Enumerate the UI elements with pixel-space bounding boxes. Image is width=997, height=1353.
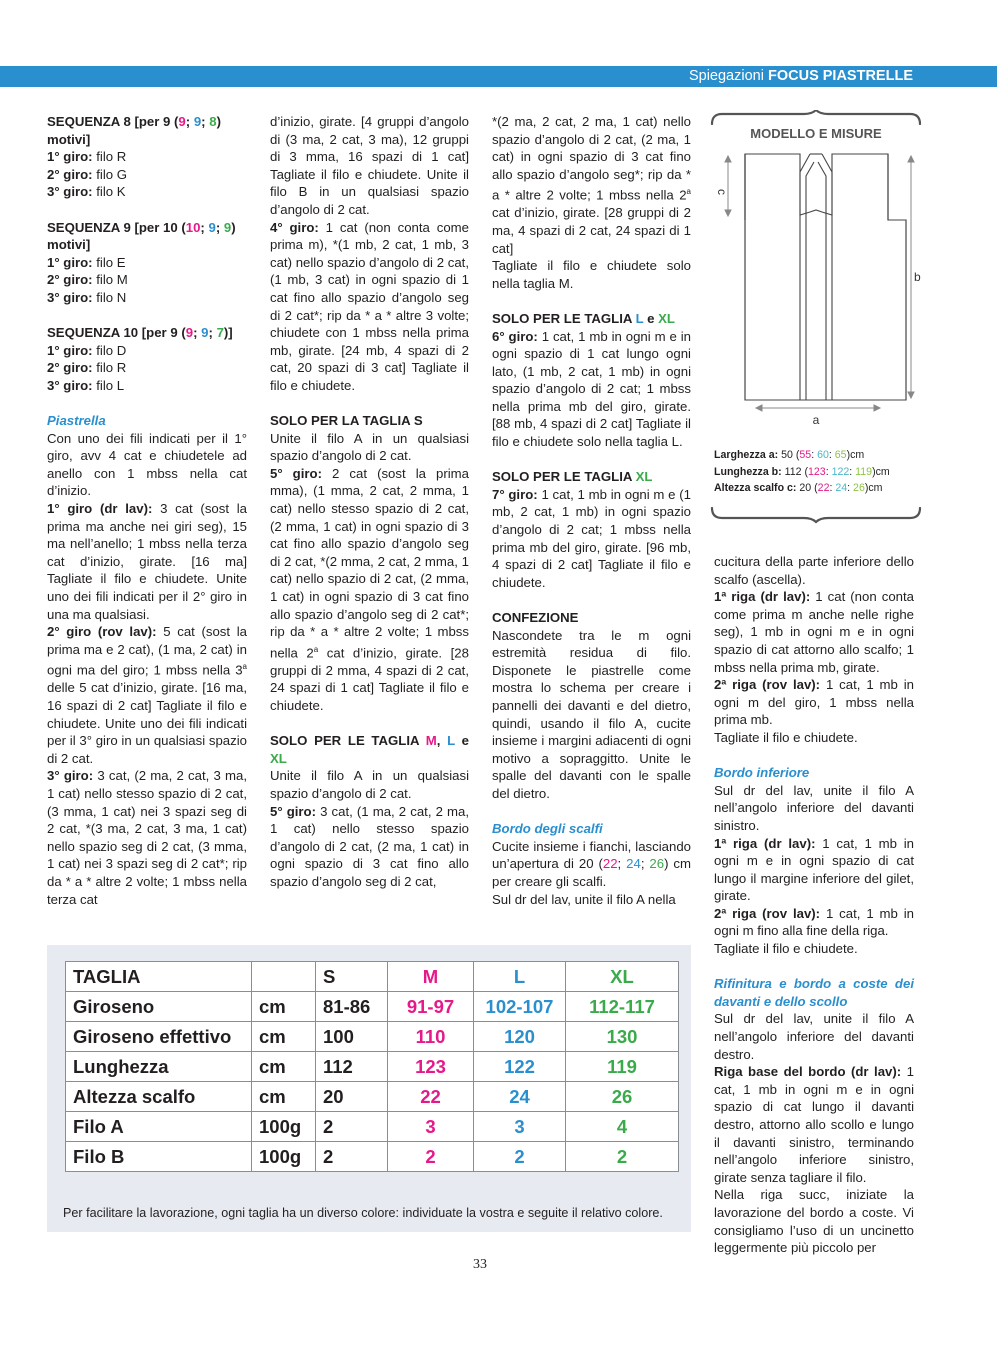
seq8-row1: 1° giro: filo R xyxy=(47,149,127,165)
taglia-s-title: SOLO PER LA TAGLIA S xyxy=(270,413,423,429)
table-cell: 81-86 xyxy=(316,992,388,1022)
piastrella-intro: Con uno dei fili indicati per il 1° giro, avv 4 cat e chiudetele ad anello con 1 mbss nella cat d’inizio. xyxy=(47,430,247,499)
giro-6: 6° giro: 1 cat, 1 mb in ogni m e in ogni spazio di 1 cat lungo ogni lato, (1 mb, 2 cat, 1 mb) in ogni spazio d’angolo di 2 cat; 1 mbss nella prima mb del giro, girate. [88 mb, 4 spazi di 2 cat] Tagliate il filo e chiudete solo nella taglia L. xyxy=(492,328,691,450)
header-band xyxy=(0,66,997,87)
bordo-scalfi-text: Cucite insieme i fianchi, lasciando un’apertura di 20 (22; 24; 26) cm per creare gli scalfi. xyxy=(492,838,692,889)
table-row xyxy=(66,1022,679,1052)
confezione-title: CONFEZIONE xyxy=(492,610,579,626)
scalfo-riga-1: 1ª riga (dr lav): 1 cat (non conta come prima m anche nelle righe seg), 1 mb in ogni m e in ogni spazio di cat attorno allo scalfo; 1 mbss nella prima mb, girate. xyxy=(714,589,914,675)
table-cell: Filo B xyxy=(66,1142,252,1172)
taglia-s-text: Unite il filo A in un qualsiasi spazio d’angolo di 2 cat. xyxy=(270,430,469,464)
label-c: c xyxy=(715,189,729,195)
table-cell: 3 xyxy=(388,1112,474,1142)
table-cell: Altezza scalfo xyxy=(66,1082,252,1112)
seq9-row3: 3° giro: filo N xyxy=(47,289,127,305)
taglia-mlxl-giro-5: 5° giro: 3 cat, (1 ma, 2 cat, 2 ma, 1 cat) nello stesso spazio d’angolo di 2 cat, (2 ma, 1 cat) in ogni spazio di 3 cat fino allo spazio d’angolo seg di 2 cat, xyxy=(270,803,470,889)
table-cell: 2 xyxy=(566,1142,679,1172)
table-cell: 119 xyxy=(566,1052,679,1082)
taglia-xl-title: SOLO PER LE TAGLIA XL xyxy=(492,469,653,485)
rifinitura-text: Sul dr del lav, unite il filo A nell’angolo inferiore del davanti destro. xyxy=(714,1011,914,1062)
table-header-cell: XL xyxy=(566,962,679,992)
column-2 xyxy=(270,113,469,891)
bordo-scalfi-text-2: Sul dr del lav, unite il filo A nella xyxy=(492,891,676,907)
table-row xyxy=(66,1112,679,1142)
table-cell: 123 xyxy=(388,1052,474,1082)
bordo-scalfi-title: Bordo degli scalfi xyxy=(492,821,603,837)
table-cell: 3 xyxy=(474,1112,566,1142)
table-header-cell: S xyxy=(316,962,388,992)
column-3 xyxy=(492,113,691,908)
table-cell: 112 xyxy=(316,1052,388,1082)
table-cell: 100g xyxy=(252,1112,316,1142)
seq9-row2: 2° giro: filo M xyxy=(47,272,128,288)
table-cell: Lunghezza xyxy=(66,1052,252,1082)
size-table-box xyxy=(47,945,691,1232)
table-cell: 120 xyxy=(474,1022,566,1052)
label-a: a xyxy=(812,413,820,427)
giro-3: 3° giro: 3 cat, (2 ma, 2 cat, 3 ma, 1 cat) nello stesso spazio di 2 cat, (3 mma, 1 cat) nei 3 spazi seg di 2 cat, *(3 ma, 2 cat, 3 ma, 1 cat) nello spazio seg di 2 cat, (3 mma, 1 cat) nei 3 spazi seg di 2 cat*; rip da * a * altre 2 volte; 1 mbss nella terza cat xyxy=(47,768,248,907)
table-header-cell: L xyxy=(474,962,566,992)
bottom-brace xyxy=(712,508,920,522)
column-1 xyxy=(47,113,247,908)
rifinitura-title: Rifinitura e bordo a coste dei davanti e dello scollo xyxy=(714,976,914,1009)
header-focus: FOCUS PIASTRELLE xyxy=(767,68,913,84)
bordo-inferiore-riga-2: 2ª riga (rov lav): 1 cat, 1 mb in ogni m fino alla fine della riga. xyxy=(714,905,914,939)
table-cell: cm xyxy=(252,1082,316,1112)
table-cell: 2 xyxy=(316,1112,388,1142)
table-cell: 2 xyxy=(474,1142,566,1172)
table-cell: 24 xyxy=(474,1082,566,1112)
seq10-row3: 3° giro: filo L xyxy=(47,377,125,393)
table-cell: Giroseno effettivo xyxy=(66,1022,252,1052)
scalfo-end: Tagliate il filo e chiudete. xyxy=(714,729,858,745)
table-cell: 122 xyxy=(474,1052,566,1082)
table-header-cell: M xyxy=(388,962,474,992)
confezione-text: Nascondete tra le m ogni estremità residua di filo. Disponete le piastrelle come mostra lo schema per creare i pannelli dei davanti e del dietro, quindi, usando il filo A, cucite insieme i margini adiacenti di ogni motivo a sopraggitto. Unite le spalle del davanti con le spalle del dietro. xyxy=(492,627,691,801)
table-cell: 100g xyxy=(252,1142,316,1172)
table-cell: Giroseno xyxy=(66,992,252,1022)
table-cell: 2 xyxy=(316,1142,388,1172)
table-cell: 102-107 xyxy=(474,992,566,1022)
header-section: Spiegazioni xyxy=(688,68,764,84)
piastrella-title: Piastrella xyxy=(47,413,106,429)
diagram-title: MODELLO E MISURE xyxy=(750,126,882,141)
giro-4: 4° giro: 1 cat (non conta come prima m), *(1 mb, 2 cat, 1 mb, 3 cat) nello spazio d’angolo di 2 cat, (1 mb, 3 cat) in ogni spazio di 1 cat fino allo spazio d’angolo seg di 2 cat*; rip da * a * altre 3 volte; chiudete con 1 mbss nella prima mb, girate. [24 mb, 4 spazi di 2 cat, 20 spazi di 3 cat] Tagliate il filo e chiudete. xyxy=(270,219,469,393)
label-b: b xyxy=(914,270,921,284)
table-cell: 91-97 xyxy=(388,992,474,1022)
column-4 xyxy=(714,553,914,1257)
seq8-row2: 2° giro: filo G xyxy=(47,166,128,182)
seq8-title: SEQUENZA 8 [per 9 (9; 9; 8) motivi] xyxy=(47,114,221,147)
giro-1: 1° giro (dr lav): 3 cat (sost la prima ma anche nei giri seg), 15 ma nell’anello; 1 mbss nella terza cat d’inizio, girate. [16 ma] Tagliate il filo e chiudete. Unite uno dei fili indicati per il 2° giro in una ma qualsiasi. xyxy=(47,501,247,622)
bordo-inferiore-riga-1: 1ª riga (dr lav): 1 cat, 1 mb in ogni m e in ogni spazio di cat lungo il margine inferiore del gilet, girate. xyxy=(714,835,914,904)
table-cell: cm xyxy=(252,992,316,1022)
table-note: Per facilitare la lavorazione, ogni taglia ha un diverso colore: individuate la vostra e seguite il relativo colore. xyxy=(63,1206,663,1220)
taglia-mlxl-text: Unite il filo A in un qualsiasi spazio d’angolo di 2 cat. xyxy=(270,768,469,801)
table-cell: 26 xyxy=(566,1082,679,1112)
measure-c: Altezza scalfo c: 20 (22: 24: 26)cm xyxy=(714,482,883,494)
taglia-s-giro-5: 5° giro: 2 cat (sost la prima mma), (1 mma, 2 cat, 2 mma, 1 cat) nello stesso spazio di 2 cat, (2 mma, 1 cat) in ogni spazio di 3 cat fino allo spazio d’angolo seg di 2 cat, *(2 mma, 2 cat, 2 mma, 1 cat) nello spazio di 2 cat, (2 mma, 1 cat) in ogni spazio di 3 cat fino allo spazio d’angolo seg di 2 cat*; rip da * a * altre 2 volte; 1 mbss nella 2$^a$ cat d’inizio, girate. [28 gruppi di 2 mma, 4 spazi di 2 cat, 24 spazi di 1 cat] Tagliate il filo e chiudete. xyxy=(270,465,469,713)
table-cell: 20 xyxy=(316,1082,388,1112)
bordo-inferiore-title: Bordo inferiore xyxy=(714,765,810,781)
table-cell: cm xyxy=(252,1052,316,1082)
table-header-cell: TAGLIA xyxy=(66,962,252,992)
table-cell: 22 xyxy=(388,1082,474,1112)
table-row xyxy=(66,992,679,1022)
table-cell: Filo A xyxy=(66,1112,252,1142)
measure-a: Larghezza a: 50 (55: 60: 65)cm xyxy=(714,449,865,461)
size-table xyxy=(65,961,679,1172)
table-row xyxy=(66,1142,679,1172)
front-edge xyxy=(800,154,832,400)
table-cell: 4 xyxy=(566,1112,679,1142)
table-row xyxy=(66,1052,679,1082)
giro-7: 7° giro: 1 cat, 1 mb in ogni m e (1 mb, 2 cat, 1 mb) in ogni spazio d’angolo di 2 cat; 1 mbss nella prima mb del giro, girate. [96 mb, 4 spazi di 2 cat] Tagliate il filo e chiudete. xyxy=(492,486,691,590)
seq9-row1: 1° giro: filo E xyxy=(47,254,126,270)
col4-last: Nella riga succ, iniziate la lavorazione del bordo a coste. Vi consigliamo l’uso di un uncinetto leggermente più piccolo per xyxy=(714,1187,914,1256)
table-cell: 2 xyxy=(388,1142,474,1172)
riga-base: Riga base del bordo (dr lav): 1 cat, 1 mb in ogni m e in ogni spazio di cat lungo il davanti destro, attorno allo scollo e lungo il davanti sinistro, terminando nell’angolo inferiore sinistro, girate senza tagliare il filo. xyxy=(714,1064,914,1185)
seq10-row2: 2° giro: filo R xyxy=(47,360,127,376)
seq8-row3: 3° giro: filo K xyxy=(47,184,126,200)
table-header-cell xyxy=(252,962,316,992)
bordo-inferiore-text: Sul dr del lav, unite il filo A nell’angolo inferiore del davanti sinistro. xyxy=(714,782,914,833)
taglia-mlxl-title: SOLO PER LE TAGLIA M, L e XL xyxy=(270,733,469,766)
table-cell: 110 xyxy=(388,1022,474,1052)
taglia-lxl-title: SOLO PER LE TAGLIA L e XL xyxy=(492,310,675,326)
seq9-title: SEQUENZA 9 [per 10 (10; 9; 9) motivi] xyxy=(47,219,236,253)
table-cell: 112-117 xyxy=(566,992,679,1022)
scalfo-riga-2: 2ª riga (rov lav): 1 cat, 1 mb in ogni m del giro, 1 mbss nella prima mb. xyxy=(714,677,914,728)
measure-b: Lunghezza b: 112 (123: 122: 119)cm xyxy=(714,465,890,478)
header-title xyxy=(689,66,913,87)
bordo-inferiore-end: Tagliate il filo e chiudete. xyxy=(714,941,858,957)
seq10-title: SEQUENZA 10 [per 9 (9; 9; 7)] xyxy=(47,325,233,341)
table-row xyxy=(66,1082,679,1112)
top-brace xyxy=(712,110,920,124)
table-cell: 100 xyxy=(316,1022,388,1052)
page-number: 33 xyxy=(473,1257,487,1272)
giro-2: 2° giro (rov lav): 5 cat (sost la prima ma e 2 cat), (1 ma, 2 cat) in ogni ma del giro; 1 mbss nella 3$^a$ delle 5 cat d’inizio, girate. [16 ma, 16 spazi di 2 cat] Tagliate il filo e chiudete. Unite uno dei fili indicati per il 3° giro in un qualsiasi spazio di 2 cat. xyxy=(47,624,247,766)
table-header-row xyxy=(66,962,679,992)
seq10-row1: 1° giro: filo D xyxy=(47,342,127,358)
measures xyxy=(714,447,890,497)
col4-intro: cucitura della parte inferiore dello scalfo (ascella). xyxy=(714,554,914,587)
col3-cut-m: Tagliate il filo e chiudete solo nella taglia M. xyxy=(492,258,691,291)
col2-intro: d’inizio, girate. [4 gruppi d’angolo di (3 ma, 2 cat, 3 ma), 12 gruppi di 3 mma, 16 spazi di 1 cat] Tagliate il filo e chiudete. Unite il filo B in un qualsiasi spazio d’angolo di 2 cat. xyxy=(270,114,469,217)
col3-intro: *(2 ma, 2 cat, 2 ma, 1 cat) nello spazio d’angolo di 2 cat, (2 ma, 1 cat) in ogni spazio di 3 cat fino allo spazio d’angolo seg*; rip da * a * altre 2 volte; 1 mbss nella 2$^a$ cat d’inizio, girate. [28 gruppi di 2 ma, 4 spazi di 2 cat, 24 spazi di 1 cat] xyxy=(492,114,691,256)
table-cell: cm xyxy=(252,1022,316,1052)
table-cell: 130 xyxy=(566,1022,679,1052)
